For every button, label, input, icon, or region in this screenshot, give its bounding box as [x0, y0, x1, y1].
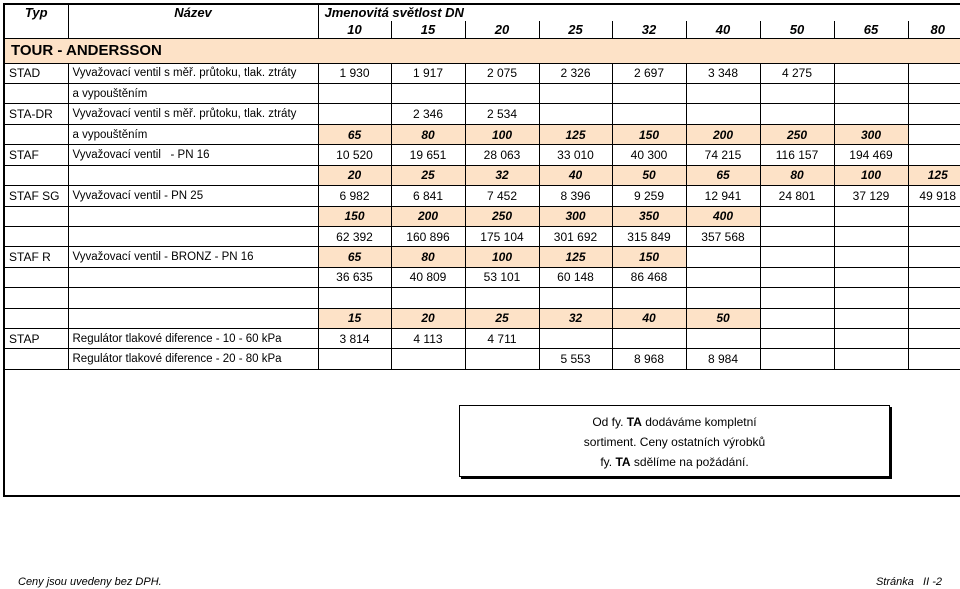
- type-cell: STAF SG: [4, 186, 68, 206]
- price-cell: 74 215: [686, 145, 760, 165]
- dn-cell: 32: [465, 165, 539, 185]
- type-cell: STAF R: [4, 247, 68, 267]
- table-row: [4, 165, 960, 185]
- name-cell: a vypouštěním: [68, 124, 318, 144]
- price-cell: 19 651: [391, 145, 465, 165]
- dn-header: 20: [465, 21, 539, 38]
- price-cell: 53 101: [465, 267, 539, 287]
- dn-cell: 40: [612, 308, 686, 328]
- price-cell: 1 930: [318, 63, 391, 83]
- dn-cell: 125: [908, 165, 960, 185]
- dn-cell: 20: [318, 165, 391, 185]
- dn-cell: 250: [465, 206, 539, 226]
- footer-vat-note: Ceny jsou uvedeny bez DPH.: [18, 576, 162, 588]
- dn-cell: 100: [834, 165, 908, 185]
- brand-title: TOUR - ANDERSSON: [4, 39, 960, 63]
- price-cell: 315 849: [612, 226, 686, 246]
- table-row: [4, 104, 960, 124]
- note-line-2: sortiment. Ceny ostatních výrobků: [583, 435, 766, 449]
- type-cell: STA-DR: [4, 104, 68, 124]
- dn-header: 40: [686, 21, 760, 38]
- dn-cell: 200: [391, 206, 465, 226]
- price-cell: 4 711: [465, 328, 539, 348]
- price-cell: 6 841: [391, 186, 465, 206]
- table-row: [4, 206, 960, 226]
- name-cell: Vyvažovací ventil - BRONZ - PN 16: [68, 247, 318, 267]
- dn-header: 50: [760, 21, 834, 38]
- price-cell: 2 697: [612, 63, 686, 83]
- price-cell: 3 348: [686, 63, 760, 83]
- type-cell: STAP: [4, 328, 68, 348]
- price-cell: 4 275: [760, 63, 834, 83]
- price-cell: 357 568: [686, 226, 760, 246]
- price-cell: 8 396: [539, 186, 612, 206]
- name-cell: a vypouštěním: [68, 84, 318, 104]
- price-cell: 86 468: [612, 267, 686, 287]
- note-line-1: Od fy. TA dodáváme kompletní: [592, 415, 757, 429]
- price-cell: 28 063: [465, 145, 539, 165]
- name-cell: Regulátor tlakové diference - 20 - 80 kPa: [68, 349, 318, 369]
- name-cell: Vyvažovací ventil - PN 16: [68, 145, 318, 165]
- table-row: [4, 124, 960, 144]
- name-cell: Vyvažovací ventil - PN 25: [68, 186, 318, 206]
- footer-page-number: Stránka II -2: [875, 576, 942, 588]
- dn-cell: 50: [612, 165, 686, 185]
- table-row: [4, 186, 960, 206]
- dn-cell: 65: [318, 124, 391, 144]
- price-cell: 2 346: [391, 104, 465, 124]
- price-cell: 7 452: [465, 186, 539, 206]
- dn-header-row: [4, 21, 960, 38]
- table-row: [4, 247, 960, 267]
- col-type-header: Typ: [4, 4, 68, 21]
- dn-cell: 400: [686, 206, 760, 226]
- price-cell: 2 075: [465, 63, 539, 83]
- price-cell: 40 809: [391, 267, 465, 287]
- dn-cell: 250: [760, 124, 834, 144]
- type-cell: STAD: [4, 63, 68, 83]
- price-cell: 175 104: [465, 226, 539, 246]
- dn-cell: 100: [465, 124, 539, 144]
- info-note: [459, 405, 890, 477]
- dn-cell: 300: [834, 124, 908, 144]
- dn-cell: 25: [391, 165, 465, 185]
- price-cell: 1 917: [391, 63, 465, 83]
- dn-cell: 80: [391, 124, 465, 144]
- price-cell: 2 326: [539, 63, 612, 83]
- price-cell: 301 692: [539, 226, 612, 246]
- name-cell: Vyvažovací ventil s měř. průtoku, tlak. ztráty: [68, 63, 318, 83]
- price-cell: 3 814: [318, 328, 391, 348]
- table-row: [4, 226, 960, 246]
- table-row: [4, 63, 960, 83]
- price-cell: 5 553: [539, 349, 612, 369]
- dn-cell: 65: [686, 165, 760, 185]
- table-row: [4, 349, 960, 369]
- dn-cell: 32: [539, 308, 612, 328]
- dn-header: 10: [318, 21, 391, 38]
- dn-header: 25: [539, 21, 612, 38]
- dn-cell: 20: [391, 308, 465, 328]
- price-cell: 8 984: [686, 349, 760, 369]
- dn-cell: 125: [539, 247, 612, 267]
- price-cell: 6 982: [318, 186, 391, 206]
- brand-row: [4, 39, 960, 63]
- price-cell: 40 300: [612, 145, 686, 165]
- dn-cell: 25: [465, 308, 539, 328]
- price-cell: 160 896: [391, 226, 465, 246]
- table-row: [4, 84, 960, 104]
- name-cell: Vyvažovací ventil s měř. průtoku, tlak. ztráty: [68, 104, 318, 124]
- col-name-header: Název: [68, 4, 318, 21]
- table-row: [4, 288, 960, 308]
- price-cell: 10 520: [318, 145, 391, 165]
- type-cell: STAF: [4, 145, 68, 165]
- price-cell: 116 157: [760, 145, 834, 165]
- dn-cell: 15: [318, 308, 391, 328]
- price-cell: 8 968: [612, 349, 686, 369]
- price-cell: 194 469: [834, 145, 908, 165]
- dn-cell: 80: [760, 165, 834, 185]
- table-row: [4, 308, 960, 328]
- dn-cell: 100: [465, 247, 539, 267]
- dn-header: 32: [612, 21, 686, 38]
- dn-header: 15: [391, 21, 465, 38]
- dn-cell: 125: [539, 124, 612, 144]
- col-dn-header: Jmenovitá světlost DN: [318, 4, 960, 21]
- price-cell: 4 113: [391, 328, 465, 348]
- dn-cell: 150: [612, 247, 686, 267]
- dn-cell: 300: [539, 206, 612, 226]
- price-cell: 12 941: [686, 186, 760, 206]
- table-row: [4, 328, 960, 348]
- dn-cell: 150: [318, 206, 391, 226]
- price-cell: 37 129: [834, 186, 908, 206]
- price-cell: 24 801: [760, 186, 834, 206]
- table-row: [4, 267, 960, 287]
- table-row: [4, 145, 960, 165]
- dn-cell: 80: [391, 247, 465, 267]
- dn-cell: 65: [318, 247, 391, 267]
- dn-cell: 50: [686, 308, 760, 328]
- price-cell: 60 148: [539, 267, 612, 287]
- dn-cell: 150: [612, 124, 686, 144]
- price-cell: 36 635: [318, 267, 391, 287]
- dn-cell: 350: [612, 206, 686, 226]
- dn-header: 65: [834, 21, 908, 38]
- price-cell: 62 392: [318, 226, 391, 246]
- dn-cell: 40: [539, 165, 612, 185]
- name-cell: Regulátor tlakové diference - 10 - 60 kPa: [68, 328, 318, 348]
- dn-header: 80: [908, 21, 960, 38]
- price-cell: 33 010: [539, 145, 612, 165]
- price-cell: 9 259: [612, 186, 686, 206]
- header-row: [4, 4, 960, 21]
- price-cell: 2 534: [465, 104, 539, 124]
- dn-cell: 200: [686, 124, 760, 144]
- price-cell: 49 918: [908, 186, 960, 206]
- note-line-3: fy. TA sdělíme na požádání.: [600, 455, 749, 469]
